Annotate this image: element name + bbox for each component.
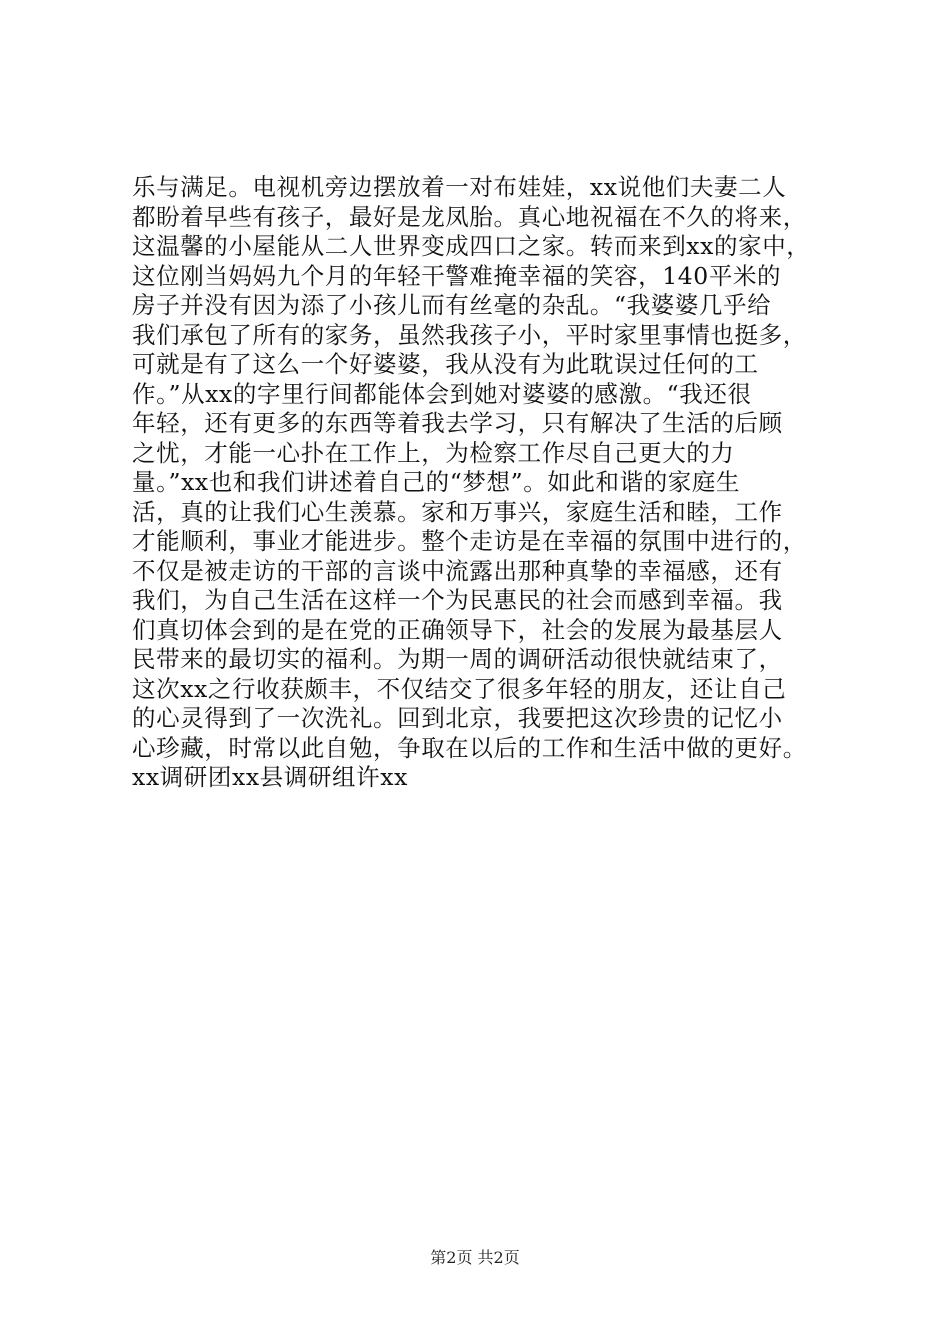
text-line: 这温馨的小屋能从二人世界变成四口之家。转而来到xx的家中， [132,232,811,260]
signature-line: xx调研团xx县调研组许xx [132,763,408,791]
text-line: 之忧，才能一心扑在工作上，为检察工作尽自己更大的力 [132,438,735,467]
text-line: 乐与满足。电视机旁边摆放着一对布娃娃，xx说他们夫妻二人 [132,173,787,201]
text-line: 们真切体会到的是在党的正确领导下，社会的发展为最基层人 [132,615,783,644]
page-footer: 第2页 共2页 [430,1248,520,1267]
text-line: 都盼着早些有孩子，最好是龙凤胎。真心地祝福在不久的将来， [132,202,807,231]
text-line: 这次xx之行收获颇丰，不仅结交了很多年轻的朋友，还让自己 [132,674,787,703]
text-line: 房子并没有因为添了小孩儿而有丝毫的杂乱。“我婆婆几乎给 [132,291,772,319]
text-line: 的心灵得到了一次洗礼。回到北京，我要把这次珍贵的记忆小 [132,704,783,732]
text-line: 民带来的最切实的福利。为期一周的调研活动很快就结束了， [132,645,783,673]
text-line: 量。”xx也和我们讲述着自己的“梦想”。如此和谐的家庭生 [132,468,741,496]
text-line: 作。”从xx的字里行间都能体会到她对婆婆的感激。“我还很 [132,379,752,408]
text-line: 活，真的让我们心生羡慕。家和万事兴，家庭生活和睦，工作 [132,497,783,526]
text-line: 我们承包了所有的家务，虽然我孩子小，平时家里事情也挺多， [132,320,807,349]
text-line: 可就是有了这么一个好婆婆，我从没有为此耽误过任何的工 [132,350,759,378]
text-line: 心珍藏，时常以此自勉，争取在以后的工作和生活中做的更好。 [132,733,807,762]
text-line: 我们，为自己生活在这样一个为民惠民的社会而感到幸福。我 [132,586,783,614]
text-line: 不仅是被走访的干部的言谈中流露出那种真挚的幸福感，还有 [132,556,783,585]
text-line: 年轻，还有更多的东西等着我去学习，只有解决了生活的后顾 [132,409,783,437]
text-line: 才能顺利，事业才能进步。整个走访是在幸福的氛围中进行的， [132,527,807,555]
text-line: 这位刚当妈妈九个月的年轻干警难掩幸福的笑容，140平米的 [132,261,782,290]
